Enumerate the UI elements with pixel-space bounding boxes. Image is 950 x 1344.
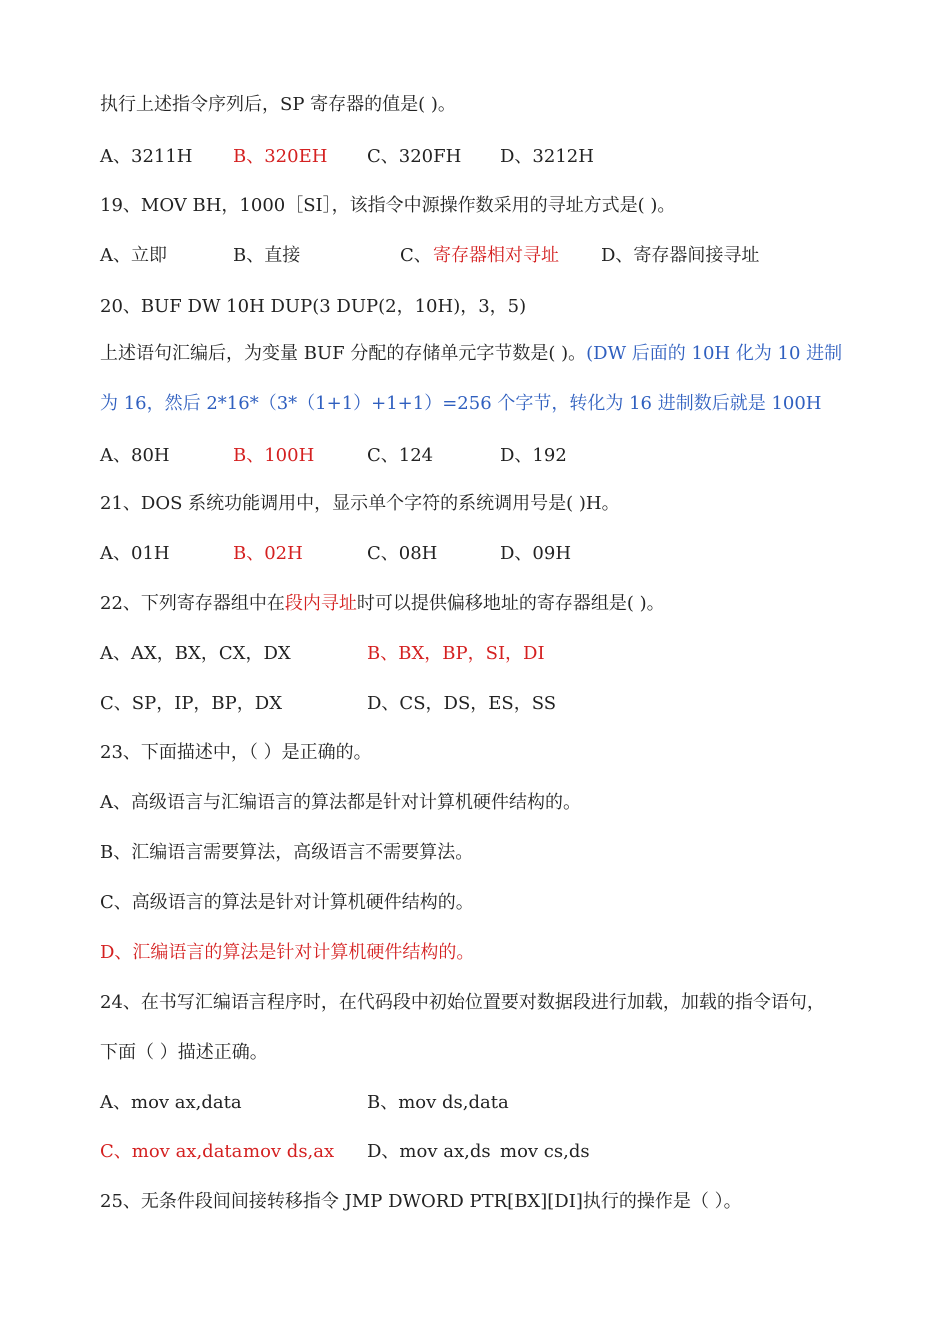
q19-option-c-label: C、: [400, 245, 432, 266]
q18-option-a: A、3211H: [100, 146, 193, 167]
q18-stem: 执行上述指令序列后，SP 寄存器的值是( )。: [100, 94, 456, 115]
q21-option-b-answer: B、02H: [233, 543, 303, 564]
q22-stem-start: 22、下列寄存器组中在: [100, 593, 285, 614]
q22-option-b-answer: B、BX，BP，SI，DI: [367, 643, 545, 664]
q20-note-continuation: 为 16，然后 2*16*（3*（1+1）+1+1）=256 个字节，转化为 16 进制数后就是 100H: [100, 393, 822, 414]
q24-stem-line2: 下面（ ）描述正确。: [100, 1042, 268, 1063]
q20-option-a: A、80H: [100, 445, 170, 466]
q18-option-b-answer: B、320EH: [233, 146, 328, 167]
q22-option-d: D、CS，DS，ES，SS: [367, 693, 557, 714]
q20-option-b-answer: B、100H: [233, 445, 315, 466]
q23-stem: 23、下面描述中，（ ）是正确的。: [100, 742, 372, 763]
q20-question-text: 上述语句汇编后，为变量 BUF 分配的存储单元字节数是( )。: [100, 343, 587, 364]
q19-stem: 19、MOV BH，1000［SI］，该指令中源操作数采用的寻址方式是( )。: [100, 195, 676, 216]
q24-option-c-answer-part2: mov ds,ax: [243, 1141, 335, 1162]
q22-option-a: A、AX，BX，CX，DX: [100, 643, 291, 664]
q24-option-b: B、mov ds,data: [367, 1092, 509, 1113]
q23-option-c: C、高级语言的算法是针对计算机硬件结构的。: [100, 892, 474, 913]
q24-option-a: A、mov ax,data: [100, 1092, 242, 1113]
q23-option-d-answer: D、汇编语言的算法是针对计算机硬件结构的。: [100, 942, 475, 963]
q22-stem-end: 时可以提供偏移地址的寄存器组是( )。: [356, 593, 665, 614]
q21-option-d: D、09H: [500, 543, 572, 564]
q20-note-start: (DW 后面的 10H 化为 10 进制: [586, 343, 843, 364]
q20-stem: 20、BUF DW 10H DUP(3 DUP(2，10H)，3，5): [100, 296, 527, 317]
q23-option-b: B、汇编语言需要算法，高级语言不需要算法。: [100, 842, 474, 863]
q22-stem-highlight: 段内寻址: [284, 593, 357, 614]
q20-question-line: [100, 342, 842, 366]
q22-option-c: C、SP，IP，BP，DX: [100, 693, 283, 714]
q22-stem: [100, 592, 665, 616]
q21-option-c: C、08H: [367, 543, 438, 564]
q24-stem-line1: 24、在书写汇编语言程序时，在代码段中初始位置要对数据段进行加载，加载的指令语句，: [100, 992, 825, 1013]
q21-option-a: A、01H: [100, 543, 170, 564]
q23-option-a: A、高级语言与汇编语言的算法都是针对计算机硬件结构的。: [100, 792, 581, 813]
q18-option-c: C、320FH: [367, 146, 462, 167]
q24-option-c-answer: C、mov ax,data: [100, 1141, 243, 1162]
q18-option-d: D、3212H: [500, 146, 594, 167]
q25-stem: 25、无条件段间间接转移指令 JMP DWORD PTR[BX][DI]执行的操作是（ ）。: [100, 1191, 742, 1212]
q21-stem: 21、DOS 系统功能调用中，显示单个字符的系统调用号是( )H。: [100, 493, 620, 514]
q24-option-d-part2: mov cs,ds: [500, 1141, 590, 1162]
q24-option-d: D、mov ax,ds: [367, 1141, 491, 1162]
q19-option-d: D、寄存器间接寻址: [601, 245, 760, 266]
q19-option-c-answer: 寄存器相对寻址: [433, 245, 559, 266]
q19-option-a: A、立即: [100, 245, 167, 266]
q20-option-c: C、124: [367, 445, 434, 466]
q20-option-d: D、192: [500, 445, 567, 466]
q19-option-b: B、直接: [233, 245, 301, 266]
